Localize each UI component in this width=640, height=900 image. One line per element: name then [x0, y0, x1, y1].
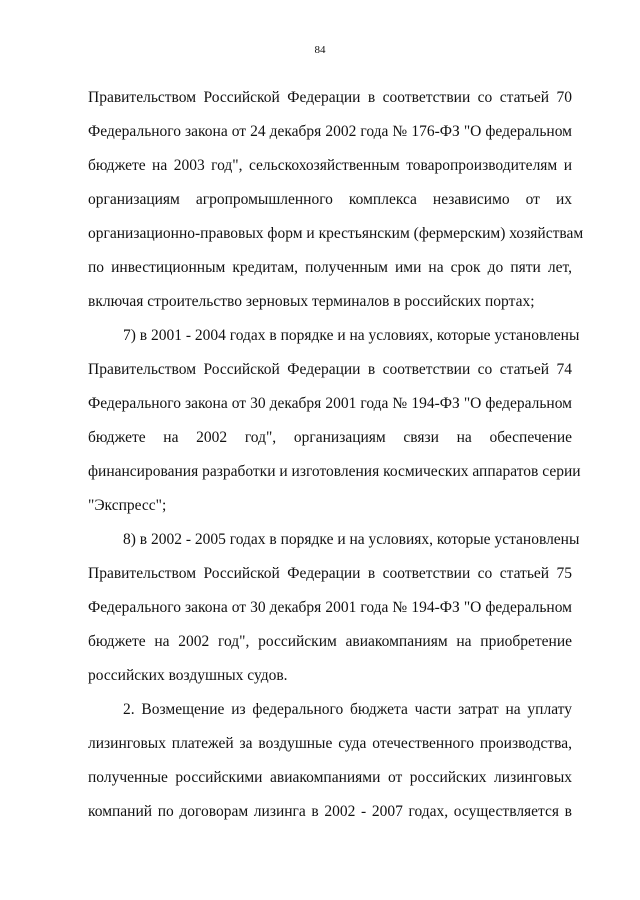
text-line: Федерального закона от 24 декабря 2002 года № 176-ФЗ "О федеральном: [88, 123, 572, 140]
text-line: полученные российскими авиакомпаниями от российских лизинговых: [88, 769, 572, 786]
text-line: бюджете на 2003 год", сельскохозяйственным товаропроизводителям и: [88, 157, 572, 174]
text-line: Правительством Российской Федерации в соответствии со статьей 74: [88, 361, 572, 378]
text-line: 2. Возмещение из федерального бюджета части затрат на уплату: [123, 701, 572, 718]
text-line: компаний по договорам лизинга в 2002 - 2007 годах, осуществляется в: [88, 803, 572, 820]
text-line: 8) в 2002 - 2005 годах в порядке и на условиях, которые установлены: [123, 531, 580, 548]
text-line: включая строительство зерновых терминалов в российских портах;: [88, 293, 535, 310]
text-line: организационно-правовых форм и крестьянским (фермерским) хозяйствам: [88, 225, 584, 242]
text-line: Федерального закона от 30 декабря 2001 года № 194-ФЗ "О федеральном: [88, 395, 572, 412]
text-line: Федерального закона от 30 декабря 2001 года № 194-ФЗ "О федеральном: [88, 599, 572, 616]
page-number: 84: [314, 44, 326, 56]
text-line: бюджете на 2002 год", организациям связи на обеспечение: [88, 429, 572, 446]
text-line: "Экспресс";: [88, 497, 167, 514]
document-text: [88, 83, 584, 831]
text-line: лизинговых платежей за воздушные суда отечественного производства,: [88, 735, 572, 752]
text-line: российских воздушных судов.: [88, 667, 288, 684]
text-line: организациям агропромышленного комплекса независимо от их: [88, 191, 572, 208]
text-line: финансирования разработки и изготовления космических аппаратов серии: [88, 463, 581, 480]
text-line: бюджете на 2002 год", российским авиакомпаниям на приобретение: [88, 633, 572, 650]
text-line: по инвестиционным кредитам, полученным ими на срок до пяти лет,: [88, 259, 572, 276]
text-line: Правительством Российской Федерации в соответствии со статьей 75: [88, 565, 572, 582]
text-line: Правительством Российской Федерации в соответствии со статьей 70: [88, 89, 572, 106]
text-line: 7) в 2001 - 2004 годах в порядке и на условиях, которые установлены: [123, 327, 580, 344]
